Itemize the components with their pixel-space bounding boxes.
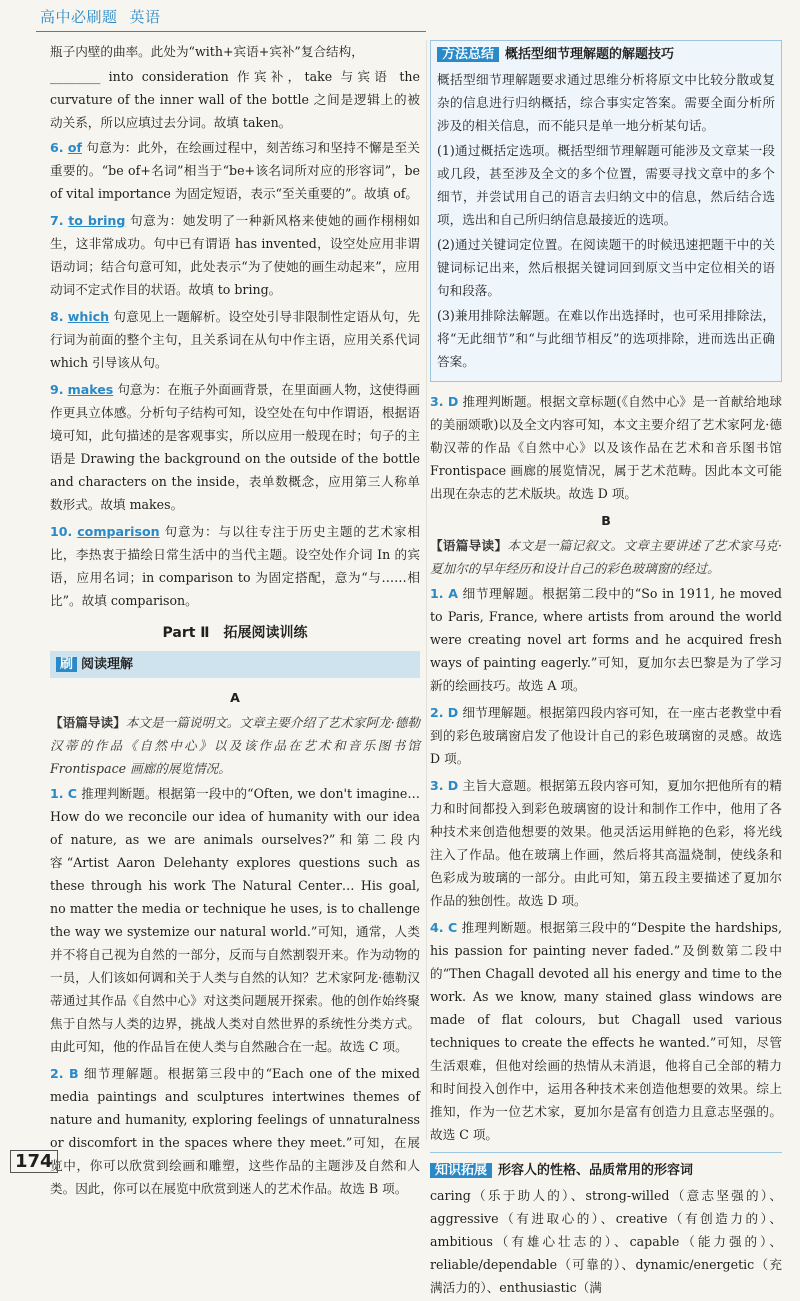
header-rule [36,31,426,32]
answer-item-9 [50,378,420,516]
running-header [40,6,161,27]
q-answer: D [447,394,459,409]
item-number: 10. [50,524,73,539]
page-number: 174 [10,1150,58,1173]
intro-line-2: ________ into consideration 作宾补，take 与宾语 the curvature of the inner wall of the bottle 之间是逻辑上的被动关系，所以应填过去分词。故填 taken。 [50,69,420,130]
item-number: 6. [50,140,64,155]
part-title: Part Ⅱ 拓展阅读训练 [162,625,308,641]
book-title: 高中必刷题 [40,8,118,26]
method-title: 概括型细节理解题的解题技巧 [505,47,675,62]
q-explanation: 细节理解题。根据第二段中的“So in 1911, he moved to Paris, France, where artists from around the world were creating novel art forms and he acquired fresh ways of painting eagerly.”可知，夏加尔去巴黎是为了学习新的绘画技巧。故选 A 项。 [430,586,782,693]
method-point-1: (1)通过概括定选项。概括型细节理解题可能涉及文章某一段或几段，甚至涉及全文的多个位置，需要寻找文章中的多个细节，并尝试用自己的语言去归纳文中的信息，然后结合选项，选出和自己所归纳信息最接近的选项。 [437,143,775,227]
answer-item-7 [50,209,420,301]
right-column [430,40,782,1301]
q-number: 3. [430,394,444,409]
question-a3 [430,390,782,505]
method-point-3: (3)兼用排除法解题。在难以作出选择时，也可采用排除法，将“无此细节”和“与此细节相反”的选项排除，进而选出正确答案。 [437,308,775,369]
item-answer: which [67,309,110,324]
item-number: 9. [50,382,64,397]
q-answer: B [68,1066,79,1081]
item-explanation: 句意见上一题解析。设空处引导非限制性定语从句，先行词为前面的整个主句，且关系词在从句中作主语，应用关系代词 which 引导该从句。 [50,309,420,370]
method-head [437,43,775,66]
item-explanation: 句意为：与以往专注于历史主题的艺术家相比，李热衷于描绘日常生活中的当代主题。设空处作介词 In 的宾语，应用名词；in comparison to 为固定搭配，意为“与……相比”。故填 comparison。 [50,524,420,608]
section-b-label: B [601,513,611,528]
method-summary-box [430,40,782,382]
question-b4 [430,916,782,1146]
question-b1 [430,582,782,697]
answer-item-6 [50,136,420,205]
q-number: 1. [430,586,444,601]
knowledge-box [430,1152,782,1299]
method-point-2: (2)通过关键词定位置。在阅读题干的时候迅速把题干中的关键词标记出来，然后根据关键词回到原文当中定位相关的语句和段落。 [437,237,775,298]
question-a2 [50,1062,420,1200]
q-number: 3. [430,778,444,793]
question-b2 [430,701,782,770]
guide-b [430,534,782,580]
q-number: 4. [430,920,444,935]
left-column [50,40,420,1204]
guide-b-text: 本文是一篇记叙文。文章主要讲述了艺术家马克·夏加尔的早年经历和设计自己的彩色玻璃窗的经过。 [430,538,783,576]
band-label: 阅读理解 [81,657,134,672]
q-explanation: 推理判断题。根据第三段中的“Despite the hardships, his passion for painting never faded.”及倒数第二段中的“Then Chagall devoted all his energy and time to the work. As we know, many stained glass windows are made of flat colours, but Chagall used various techniques to create the effects he wanted.”可知，尽管生活艰难，但他对绘画的热情从未消退，他将自己全部的精力和时间投入创作中，运用各种技术来创造他想要的效果。综上推知，作为一位艺术家，夏加尔是富有创造力且意志坚强的。故选 C 项。 [430,920,782,1142]
item-explanation: 句意为：在瓶子外面画背景，在里面画人物，这使得画作更具立体感。分析句子结构可知，设空处在句中作谓语，根据语境可知，此句描述的是客观事实，所以应用一般现在时；句子的主语是 Drawing the background on the outside of the bottle and characters on the inside，表单数概念，应用第三人称单数形式。故填 makes。 [50,382,420,512]
q-explanation: 推理判断题。根据第一段中的“Often, we don't imagine… How do we reconcile our idea of humanity with our idea of nature, as we are animals ourselves?”和第二段内容“Artist Aaron Delehanty explores questions such as these through his work The Natural Center… His goal, no matter the media or technique he uses, is to challenge the way we systemize our natural world.”可知，通常，人类并不将自己视为自然的一部分，反而与自然割裂开来。作为动物的一员，人们该如何调和关于人类与自然的认知？艺术家阿龙·德勒汉蒂通过其作品《自然中心》对这类问题展开探索。他的创作始终聚焦于自然与人类的边界，挑战人类对自然世界的系统性分类方式。由此可知，他的作品旨在使人类与自然融合在一起。故选 C 项。 [50,786,420,1054]
answer-item-8 [50,305,420,374]
knowledge-head [430,1159,782,1182]
q-explanation: 细节理解题。根据第四段内容可知，在一座古老教堂中看到的彩色玻璃窗启发了他设计自己的彩色玻璃窗的灵感。故选 D 项。 [430,705,782,766]
section-a-label: A [230,690,240,705]
guide-a-text: 本文是一篇说明文。文章主要介绍了艺术家阿龙·德勒汉蒂的作品《自然中心》以及该作品在艺术和音乐图书馆 Frontispace 画廊的展览情况。 [50,715,421,776]
guide-a-label: 【语篇导读】 [50,715,126,730]
question-a1 [50,782,420,1058]
q-number: 2. [430,705,444,720]
item-explanation: 句意为：她发明了一种新风格来使她的画作栩栩如生，这非常成功。句中已有谓语 has invented，设空处应用非谓语动词；结合句意可知，此处表示“为了使她的画生动起来”，应用动词不定式作目的状语。故填 to bring。 [50,213,420,297]
answer-item-10 [50,520,420,612]
knowledge-text: caring（乐于助人的）、strong-willed（意志坚强的）、aggressive（有进取心的）、creative（有创造力的）、ambitious（有雄心壮志的）、capable（能力强的）、reliable/dependable（可靠的）、dynamic/energetic（充满活力的）、enthusiastic（满 [430,1188,782,1295]
guide-a [50,711,420,780]
q-answer: D [447,705,459,720]
item-answer: to bring [68,213,126,228]
item-number: 7. [50,213,64,228]
q-explanation: 推理判断题。根据文章标题(《自然中心》是一首献给地球的美丽颂歌)以及全文内容可知，本文主要介绍了艺术家阿龙·德勒汉蒂的作品《自然中心》以及该作品在艺术和音乐图书馆 Frontispace 画廊的展览情况，属于艺术范畴。因此本文可能出现在杂志的艺术版块。故选 D 项。 [430,394,782,501]
question-b3 [430,774,782,912]
knowledge-tag: 知识拓展 [430,1163,492,1178]
q-number: 2. [50,1066,64,1081]
knowledge-title: 形容人的性格、品质常用的形容词 [498,1163,694,1178]
method-tag: 方法总结 [437,47,499,62]
subject-label: 英语 [129,8,161,26]
item-explanation: 句意为：此外，在绘画过程中，刻苦练习和坚持不懈是至关重要的。“be of+名词”相当于“be+该名词所对应的形容词”，be of vital importance 为固定短语，表示“至关重要的”。故填 of。 [50,140,420,201]
q-answer: C [447,920,458,935]
item-answer: makes [67,382,114,397]
reading-band [50,651,420,678]
item-answer: comparison [77,524,160,539]
q-number: 1. [50,786,64,801]
method-intro: 概括型细节理解题要求通过思维分析将原文中比较分散或复杂的信息进行归纳概括，综合事实定答案。需要全面分析所涉及的相关信息，而不能只是单一地分析某句话。 [437,72,775,133]
q-answer: D [447,778,459,793]
item-answer: of [67,140,82,155]
column-divider [426,40,427,1140]
q-answer: C [67,786,77,801]
item-number: 8. [50,309,64,324]
guide-b-label: 【语篇导读】 [430,538,508,553]
q-explanation: 细节理解题。根据第三段中的“Each one of the mixed media paintings and sculptures intertwines themes of nature and humanity, exploring feelings of unnaturalness or discomfort in the spaces where they meet.”可知，在展览中，你可以欣赏到绘画和雕塑，这些作品的主题涉及自然和人类。因此，你可以在展览中欣赏到迷人的艺术作品。故选 B 项。 [50,1066,420,1196]
q-explanation: 主旨大意题。根据第五段内容可知，夏加尔把他所有的精力和时间都投入到彩色玻璃窗的设计和制作工作中，他用了各种技术来创造他想要的效果。他灵活运用鲜艳的色彩，将光线注入了作品。他在玻璃上作画，然后将其高温烧制，使线条和色彩成为玻璃的一部分。由此可知，第五段主要描述了夏加尔作品的独创性。故选 D 项。 [430,778,782,908]
q-answer: A [448,586,458,601]
band-tag: 刷 [56,657,77,672]
intro-line-1: 瓶子内壁的曲率。此处为“with+宾语+宾补”复合结构， [50,44,364,59]
